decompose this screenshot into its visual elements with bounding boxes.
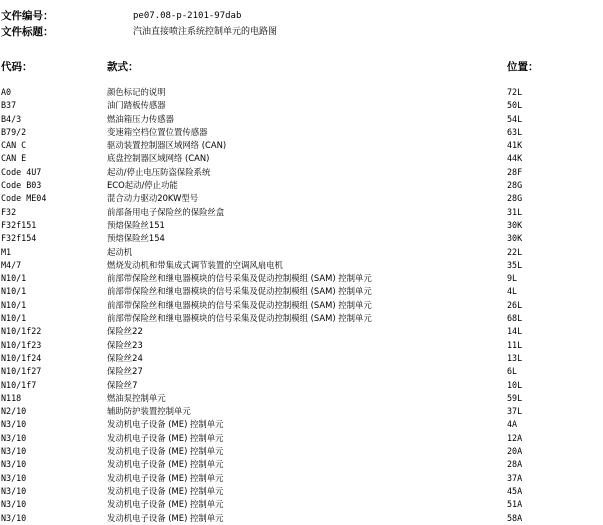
component-code: N3/10 (1, 419, 27, 430)
component-description: 驱动装置控制器区域网络 (CAN) (107, 140, 227, 151)
component-position: 31L (507, 206, 523, 217)
column-header-description: 款式： (107, 61, 139, 73)
component-description: 起动机 (107, 246, 133, 257)
component-description: 辅助防护装置控制单元 (107, 406, 191, 417)
component-position: 68L (507, 313, 523, 324)
table-row (0, 126, 603, 139)
component-description: 发动机电子设备 (ME) 控制单元 (107, 446, 224, 457)
component-code: N10/1f24 (1, 352, 42, 363)
table-row (0, 325, 603, 338)
component-description: 燃油泵控制单元 (107, 392, 166, 403)
component-code: N10/1 (1, 313, 27, 324)
component-code: N10/1f22 (1, 326, 42, 337)
component-code: Code 4U7 (1, 166, 42, 177)
component-code: CAN C (1, 140, 27, 151)
table-row (0, 206, 603, 219)
component-description: 预熔保险丝151 (107, 219, 165, 230)
component-description: 保险丝23 (107, 339, 143, 350)
component-description: 保险丝7 (107, 379, 138, 390)
component-code: N3/10 (1, 472, 27, 483)
component-description: 预熔保险丝154 (107, 233, 165, 244)
component-position: 12A (507, 432, 523, 443)
component-description: 前部带保险丝和继电器模块的信号采集及促动控制模组 (SAM) 控制单元 (107, 273, 372, 284)
component-code: CAN E (1, 153, 27, 164)
table-row (0, 472, 603, 485)
component-position: 37A (507, 472, 523, 483)
component-position: 30K (507, 233, 523, 244)
component-code: N10/1 (1, 273, 27, 284)
component-description: 燃油箱压力传感器 (107, 113, 174, 124)
component-code: N10/1f27 (1, 366, 42, 377)
table-row (0, 339, 603, 352)
component-position: 6L (507, 366, 518, 377)
table-row (0, 365, 603, 378)
table-row (0, 485, 603, 498)
table-row (0, 392, 603, 405)
component-code: N3/10 (1, 432, 27, 443)
component-description: 颜色标记的说明 (107, 87, 166, 97)
component-position: 50L (507, 100, 523, 111)
component-code: Code B03 (1, 180, 42, 191)
component-position: 59L (507, 392, 523, 403)
component-position: 45A (507, 485, 523, 496)
component-position: 28A (507, 459, 523, 470)
table-row (0, 259, 603, 272)
component-description: 发动机电子设备 (ME) 控制单元 (107, 419, 224, 430)
component-code: F32f151 (1, 219, 37, 230)
component-description: 保险丝27 (107, 366, 143, 377)
component-code: N3/10 (1, 446, 27, 457)
component-table (0, 86, 603, 525)
component-code: B79/2 (1, 126, 27, 137)
component-position: 28F (507, 166, 523, 177)
component-position: 35L (507, 259, 523, 270)
table-row (0, 192, 603, 205)
table-row (0, 179, 603, 192)
table-row (0, 405, 603, 418)
component-code: N3/10 (1, 459, 27, 470)
component-description: 发动机电子设备 (ME) 控制单元 (107, 485, 224, 496)
component-position: 22L (507, 246, 523, 257)
table-row (0, 219, 603, 232)
component-description: 发动机电子设备 (ME) 控制单元 (107, 432, 224, 443)
document-title-label: 文件标题： (1, 26, 54, 38)
table-row (0, 113, 603, 126)
table-row (0, 139, 603, 152)
component-position: 37L (507, 406, 523, 417)
component-position: 4A (507, 419, 518, 430)
component-description: 前部备用电子保险丝的保险丝盒 (107, 206, 225, 217)
table-row (0, 299, 603, 312)
component-description: 变速箱空档位置位置传感器 (107, 126, 208, 137)
component-code: N10/1f23 (1, 339, 42, 350)
component-description: 保险丝22 (107, 326, 143, 337)
component-code: A0 (1, 87, 12, 97)
component-code: N118 (1, 392, 22, 403)
table-row (0, 512, 603, 525)
component-position: 10L (507, 379, 523, 390)
component-code: F32f154 (1, 233, 37, 244)
component-code: N3/10 (1, 512, 27, 523)
document-number-label: 文件编号： (1, 10, 54, 22)
document-number-value: pe07.08-p-2101-97dab (133, 11, 242, 21)
component-code: N10/1 (1, 286, 27, 297)
component-position: 63L (507, 126, 523, 137)
table-row (0, 445, 603, 458)
component-description: ECO起动/停止功能 (107, 180, 178, 191)
component-position: 11L (507, 339, 523, 350)
component-description: 前部带保险丝和继电器模块的信号采集及促动控制模组 (SAM) 控制单元 (107, 286, 372, 297)
component-code: B4/3 (1, 113, 22, 124)
table-row (0, 152, 603, 165)
table-row (0, 272, 603, 285)
component-position: 72L (507, 87, 523, 97)
component-position: 54L (507, 113, 523, 124)
component-code: N10/1f7 (1, 379, 37, 390)
component-position: 51A (507, 499, 523, 510)
component-description: 前部带保险丝和继电器模块的信号采集及促动控制模组 (SAM) 控制单元 (107, 313, 372, 324)
component-position: 20A (507, 446, 523, 457)
component-code: Code ME04 (1, 193, 47, 204)
component-position: 14L (507, 326, 523, 337)
component-description: 燃烧发动机和带集成式调节装置的空调风扇电机 (107, 259, 283, 270)
component-code: M4/7 (1, 259, 22, 270)
table-row (0, 166, 603, 179)
component-position: 44K (507, 153, 523, 164)
table-row (0, 99, 603, 112)
component-position: 28G (507, 180, 523, 191)
component-description: 起动/停止电压防盗保险系统 (107, 166, 211, 177)
document-title-value: 汽油直接喷注系统控制单元的电路图 (133, 27, 278, 37)
component-code: N10/1 (1, 299, 27, 310)
table-row (0, 232, 603, 245)
component-position: 13L (507, 352, 523, 363)
component-code: N3/10 (1, 499, 27, 510)
column-header-position: 位置： (507, 61, 539, 73)
column-header-code: 代码： (1, 61, 33, 73)
table-row (0, 86, 603, 99)
component-position: 30K (507, 219, 523, 230)
table-row (0, 246, 603, 259)
table-row (0, 498, 603, 511)
component-position: 41K (507, 140, 523, 151)
component-description: 发动机电子设备 (ME) 控制单元 (107, 472, 224, 483)
component-description: 发动机电子设备 (ME) 控制单元 (107, 459, 224, 470)
component-code: N3/10 (1, 485, 27, 496)
component-position: 26L (507, 299, 523, 310)
component-code: N2/10 (1, 406, 27, 417)
table-row (0, 352, 603, 365)
table-row (0, 418, 603, 431)
component-position: 58A (507, 512, 523, 523)
component-description: 混合动力驱动20KW型号 (107, 193, 199, 204)
component-position: 9L (507, 273, 518, 284)
component-description: 发动机电子设备 (ME) 控制单元 (107, 499, 224, 510)
table-row (0, 432, 603, 445)
table-row (0, 458, 603, 471)
component-description: 保险丝24 (107, 352, 143, 363)
component-code: M1 (1, 246, 12, 257)
component-description: 发动机电子设备 (ME) 控制单元 (107, 512, 224, 523)
table-row (0, 285, 603, 298)
component-code: B37 (1, 100, 17, 111)
component-description: 底盘控制器区域网络 (CAN) (107, 153, 210, 164)
component-description: 前部带保险丝和继电器模块的信号采集及促动控制模组 (SAM) 控制单元 (107, 299, 372, 310)
component-code: F32 (1, 206, 17, 217)
component-description: 油门踏板传感器 (107, 100, 166, 111)
table-row (0, 312, 603, 325)
component-position: 4L (507, 286, 518, 297)
component-position: 28G (507, 193, 523, 204)
table-row (0, 379, 603, 392)
